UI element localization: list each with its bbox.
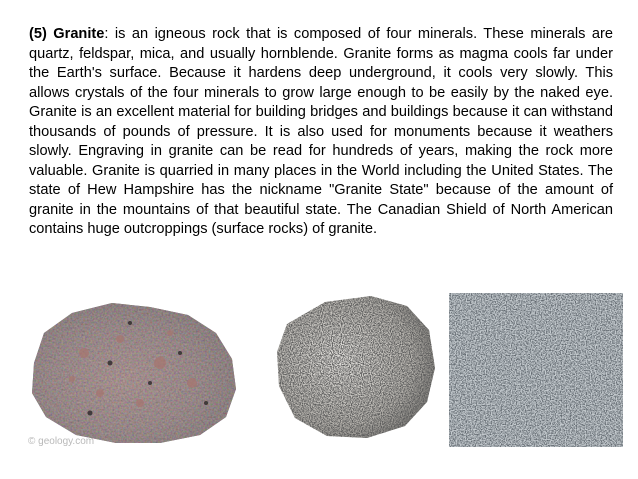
speckled-granite-photo	[267, 290, 443, 446]
granite-paragraph	[29, 25, 613, 240]
geology-watermark: © geology.com	[28, 436, 95, 447]
granite-body-text: : is an igneous rock that is composed of four minerals. These minerals are quartz, feldspar, mica, and usually hornblende. Granite forms as magma cools far under the Earth's surface. Because it hardens deep underground, it cools very slowly. This allows crystals of the four minerals to grow large enough to be easily by the naked eye. Granite is an excellent material for building bridges and buildings because it can withstand thousands of pounds of pressure. It is also used for monuments because it weathers slowly. Engraving in granite can be read for hundreds of years, making the rock more valuable. Granite is quarried in many places in the World including the United States. The state of Hew Hampshire has the nickname "Granite State" because of the amount of granite in the mountains of that beautiful state. The Canadian Shield of North American contains huge outcroppings (surface rocks) of granite.	[29, 26, 614, 237]
granite-heading: (5) Granite	[29, 26, 105, 42]
pink-granite-photo	[20, 293, 256, 461]
granite-closeup-photo	[449, 293, 623, 447]
